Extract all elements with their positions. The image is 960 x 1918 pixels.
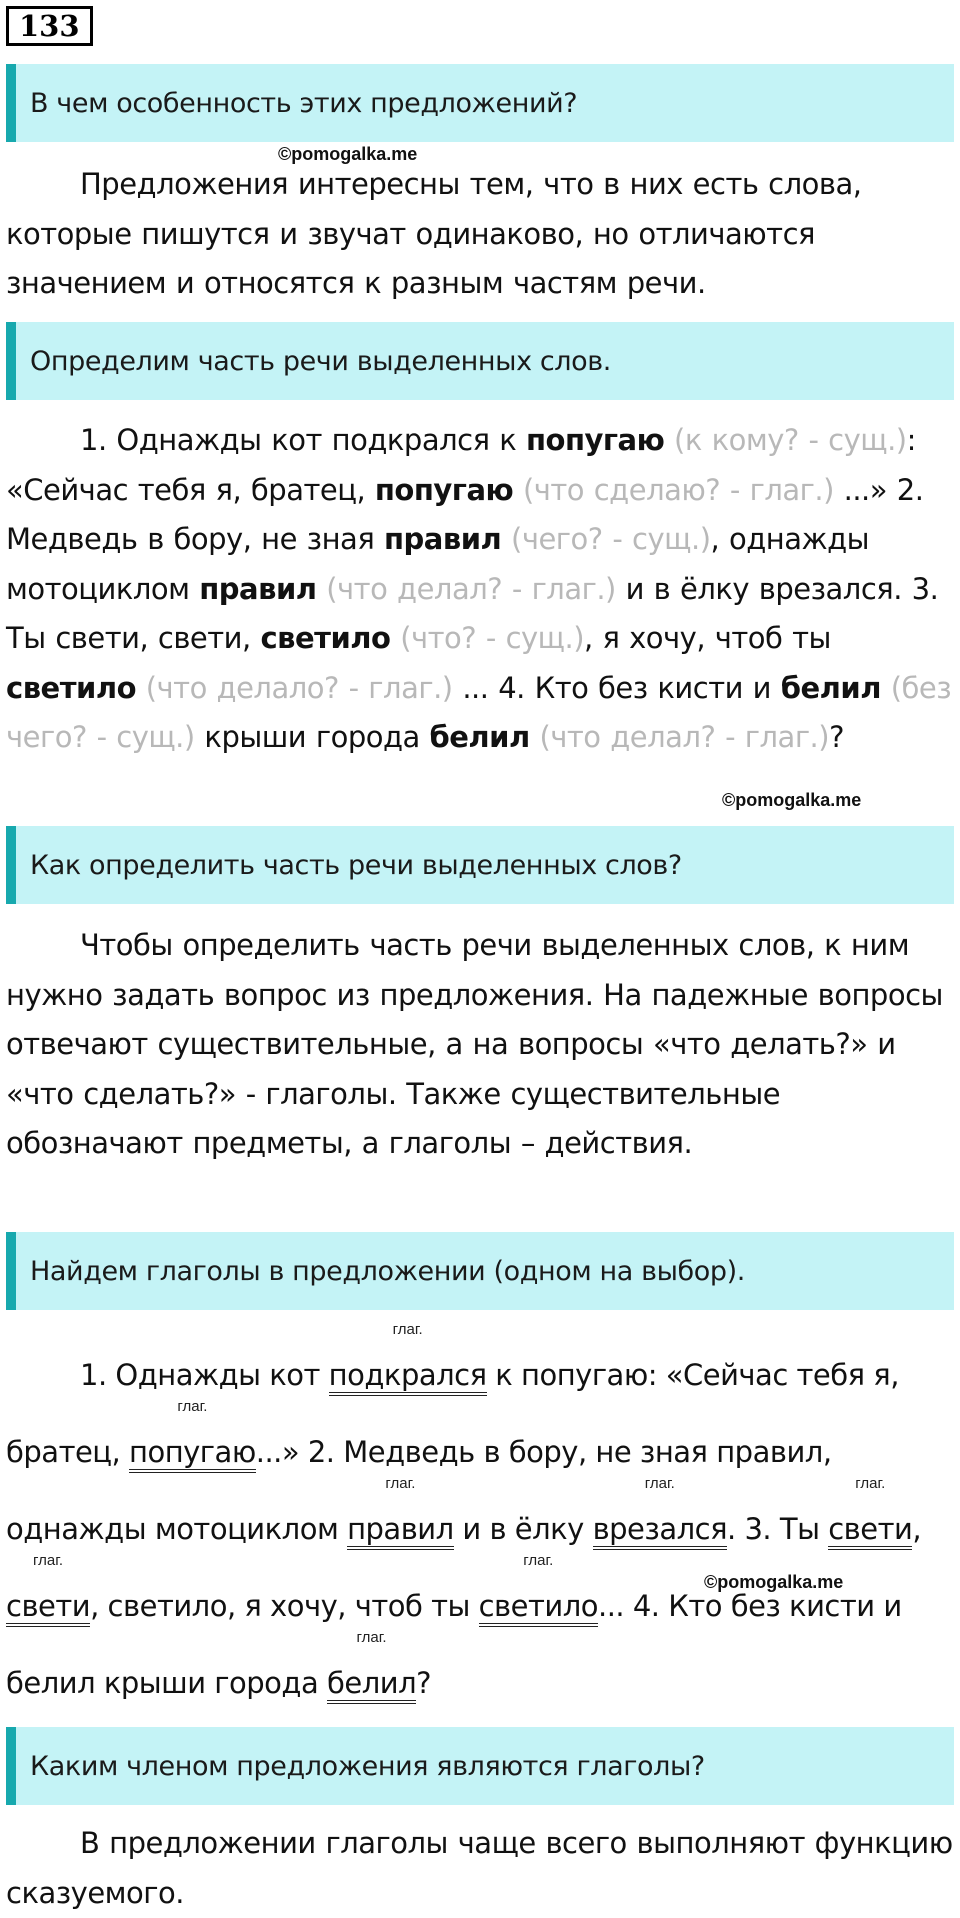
sentence-text: ... 4. Кто без кисти и белил крыши города: [6, 1589, 902, 1700]
question-hint: (что делал? - глаг.): [539, 720, 830, 754]
underlined-verb: [328, 1321, 487, 1396]
verb-word: попугаю: [128, 1435, 256, 1469]
verb-word: светило: [478, 1589, 598, 1623]
underlined-verb: [828, 1475, 913, 1550]
section-header-5-text: Каким членом предложения являются глаголы?: [30, 1750, 705, 1782]
question-hint: (чего? - сущ.): [511, 522, 711, 556]
section-header-5: [6, 1727, 954, 1805]
section-header-1: [6, 64, 954, 142]
underlined-verb: [592, 1475, 728, 1550]
analysis-text: , однажды мотоциклом: [6, 522, 870, 606]
question-hint: (что? - сущ.): [400, 621, 585, 655]
section-header-2-text: Определим часть речи выделенных слов.: [30, 345, 611, 377]
part-of-speech-analysis: [6, 416, 954, 763]
sentence-text: к попугаю: «Сейчас тебя я, братец,: [6, 1358, 899, 1469]
sentence-text: , светило, я хочу, чтоб ты: [90, 1589, 479, 1623]
section-header-4: [6, 1232, 954, 1310]
analysis-text: : «Сейчас тебя я, братец,: [6, 423, 916, 507]
highlighted-word: белил: [780, 670, 881, 705]
underlined-verb: [6, 1552, 91, 1627]
analysis-text: крыши города: [194, 720, 430, 754]
answer-5: В предложении глаголы чаще всего выполняют функцию сказуемого.: [6, 1826, 953, 1910]
verb-tag: глаг.: [385, 1475, 416, 1492]
highlighted-word: светило: [6, 670, 137, 705]
verb-word: свети: [6, 1589, 91, 1623]
question-hint: (что сделаю? - глаг.): [522, 472, 834, 507]
watermark-1: ©pomogalka.me: [278, 144, 418, 164]
watermark-2: ©pomogalka.me: [722, 790, 862, 810]
sentence-text: . 3. Ты: [727, 1512, 829, 1546]
analysis-text: 1. Однажды кот подкрался к: [80, 423, 526, 457]
sentence-text: 1. Однажды кот: [80, 1358, 329, 1392]
underlined-verb: [478, 1552, 598, 1627]
verb-tag: глаг.: [33, 1552, 64, 1569]
verbs-sentence: [6, 1321, 954, 1722]
verb-word: белил: [326, 1666, 417, 1700]
underlined-verb: [128, 1398, 256, 1473]
verb-tag: глаг.: [177, 1398, 208, 1415]
verb-word: свети: [828, 1512, 913, 1546]
verb-tag: глаг.: [356, 1629, 387, 1646]
analysis-text: , я хочу, чтоб ты: [584, 621, 831, 655]
highlighted-word: попугаю: [374, 472, 514, 507]
answer-3: Чтобы определить часть речи выделенных слов, к ним нужно задать вопрос из предложения. На падежные вопросы отвечают существительные, а на вопросы «что делать?» и «что сделать?» - глаголы. Также существительные обозначают предметы, а глаголы – действия.: [6, 928, 943, 1160]
underlined-verb: [326, 1629, 417, 1704]
underlined-verb: [347, 1475, 454, 1550]
section-header-4-text: Найдем глаголы в предложении (одном на выбор).: [30, 1255, 745, 1287]
sentence-text: ...» 2. Медведь в бору, не зная правил, однажды мотоциклом: [6, 1435, 832, 1546]
question-hint: (что делал? - глаг.): [326, 571, 616, 606]
section-header-2: [6, 322, 954, 400]
analysis-text: ... 4. Кто без кисти и: [452, 670, 781, 705]
watermark-3: ©pomogalka.me: [704, 1572, 844, 1592]
highlighted-word: попугаю: [525, 423, 665, 457]
section-header-1-text: В чем особенность этих предложений?: [30, 87, 578, 119]
section-header-3: [6, 826, 954, 904]
highlighted-word: белил: [429, 720, 530, 754]
analysis-text: ...» 2. Медведь в бору, не зная: [6, 472, 924, 556]
analysis-text: и в ёлку врезался. 3. Ты свети, свети,: [6, 571, 939, 655]
verb-word: правил: [347, 1512, 454, 1546]
sentence-text: ?: [416, 1666, 432, 1700]
verb-tag: глаг.: [523, 1552, 554, 1569]
task-number: 133: [6, 6, 93, 46]
question-hint: (к кому? - сущ.): [674, 423, 907, 457]
verb-tag: глаг.: [644, 1475, 675, 1492]
analysis-text: ?: [829, 720, 845, 754]
verb-tag: глаг.: [855, 1475, 886, 1492]
highlighted-word: правил: [384, 522, 502, 556]
verb-tag: глаг.: [392, 1321, 423, 1338]
question-hint: (без чего? - сущ.): [6, 670, 952, 754]
sentence-text: и в ёлку: [453, 1512, 593, 1546]
highlighted-word: светило: [260, 621, 391, 655]
answer-1: Предложения интересны тем, что в них есть слова, которые пишутся и звучат одинаково, но отличаются значением и относятся к разным частям речи.: [6, 167, 862, 300]
section-header-3-text: Как определить часть речи выделенных слов?: [30, 849, 682, 881]
verb-word: врезался: [592, 1512, 728, 1546]
verb-word: подкрался: [328, 1358, 487, 1392]
sentence-text: ,: [912, 1512, 922, 1546]
highlighted-word: правил: [199, 571, 317, 606]
question-hint: (что делало? - глаг.): [145, 670, 453, 705]
